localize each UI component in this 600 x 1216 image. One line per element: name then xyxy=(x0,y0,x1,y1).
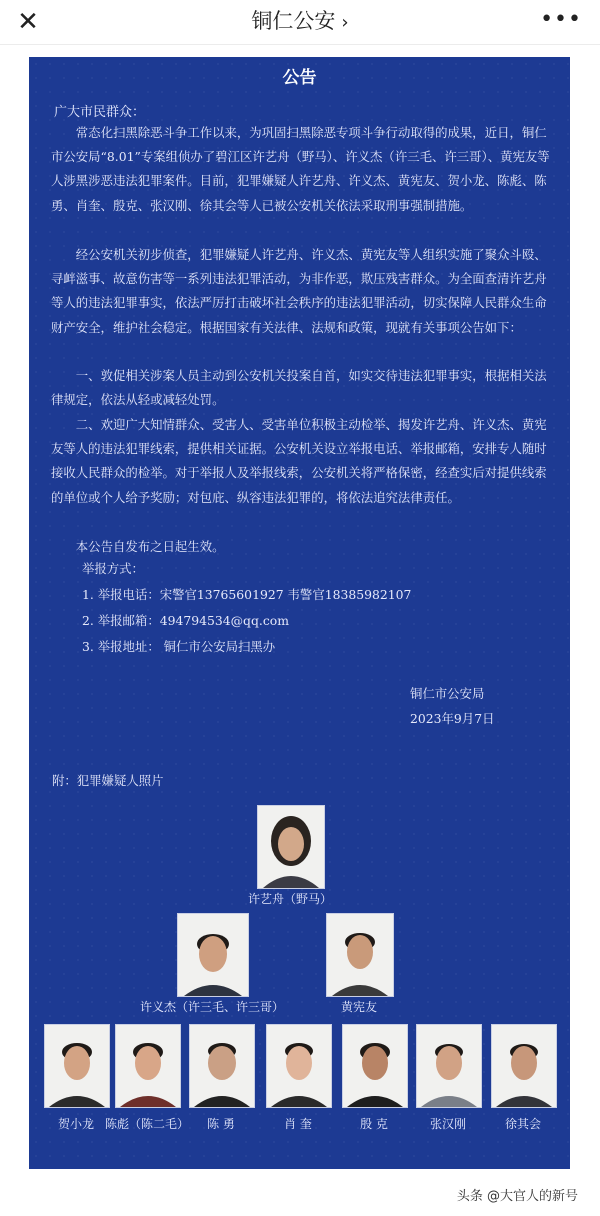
suspect-name: 徐其会 xyxy=(504,1117,541,1131)
person-portrait-icon xyxy=(178,914,248,996)
notice-salutation: 广大市民群众： xyxy=(54,105,146,120)
account-title: 铜仁公安 xyxy=(251,9,336,33)
suspect-name: 肖 奎 xyxy=(284,1117,312,1131)
person-portrait-icon xyxy=(492,1025,556,1107)
signature-org: 铜仁市公安局 xyxy=(410,686,485,701)
person-portrait-icon xyxy=(190,1025,254,1107)
person-portrait-icon xyxy=(417,1025,481,1107)
suspect-name: 许艺舟（野马） xyxy=(247,892,332,906)
suspect-name: 陈彪（陈二毛） xyxy=(104,1117,189,1131)
suspect-name: 张汉刚 xyxy=(429,1117,466,1131)
notice-poster xyxy=(29,57,570,1169)
suspect-photo xyxy=(416,1024,482,1108)
suspect-photo xyxy=(189,1024,255,1108)
suspect-photo xyxy=(342,1024,408,1108)
suspect-name: 殷 克 xyxy=(360,1117,388,1131)
suspect-photo xyxy=(491,1024,557,1108)
suspect-name: 黄宪友 xyxy=(340,1000,377,1014)
notice-paragraph: 本公告自发布之日起生效。 xyxy=(75,539,225,554)
contact-phone: 1. 举报电话：宋警官13765601927 韦警官18385982107 xyxy=(82,587,412,602)
top-nav-bar xyxy=(0,0,600,45)
more-options-icon[interactable]: ••• xyxy=(540,7,582,32)
notice-paragraph: 一、敦促相关涉案人员主动到公安机关投案自首，如实交待违法犯罪事实，根据相关法律规定，依法从轻或减轻处罚。 xyxy=(51,368,547,408)
person-portrait-icon xyxy=(267,1025,331,1107)
watermark: 头条 @大官人的新号 xyxy=(456,1189,578,1204)
person-portrait-icon xyxy=(258,806,324,888)
account-title-link[interactable] xyxy=(0,6,600,38)
person-portrait-icon xyxy=(45,1025,109,1107)
chevron-right-icon: › xyxy=(341,12,349,33)
contact-email: 2. 举报邮箱：494794534@qq.com xyxy=(82,613,290,628)
notice-paragraph: 二、欢迎广大知情群众、受害人、受害单位积极主动检举、揭发许艺舟、许义杰、黄宪友等人的违法犯罪线索，提供相关证据。公安机关设立举报电话、举报邮箱，安排专人随时接收人民群众的检举。对于举报人及举报线索，公安机关将严格保密，经查实后对提供线索的单位或个人给予奖励；对包庇、纵容违法犯罪的，将依法追究法律责任。 xyxy=(51,417,547,505)
suspect-name: 陈 勇 xyxy=(207,1117,235,1131)
attachment-label: 附：犯罪嫌疑人照片 xyxy=(52,773,164,788)
contact-address: 3. 举报地址： 铜仁市公安局扫黑办 xyxy=(82,639,276,654)
suspect-photo xyxy=(266,1024,332,1108)
notice-title: 公告 xyxy=(282,68,317,88)
person-portrait-icon xyxy=(343,1025,407,1107)
contact-heading: 举报方式： xyxy=(82,561,144,576)
notice-paragraph: 经公安机关初步侦查，犯罪嫌疑人许艺舟、许义杰、黄宪友等人组织实施了聚众斗殴、寻衅滋事、故意伤害等一系列违法犯罪活动，为非作恶，欺压残害群众。为全面查清许艺舟等人的违法犯罪事实，依法严厉打击破坏社会秩序的违法犯罪活动，切实保障人民群众生命财产安全，维护社会稳定。根据国家有关法律、法规和政策，现就有关事项公告如下： xyxy=(51,247,547,335)
suspect-photo xyxy=(177,913,249,997)
suspect-name: 许义杰（许三毛、许三哥） xyxy=(139,1000,284,1014)
suspect-photo xyxy=(115,1024,181,1108)
person-portrait-icon xyxy=(116,1025,180,1107)
suspect-photo xyxy=(257,805,325,889)
suspect-name: 贺小龙 xyxy=(57,1117,94,1131)
suspect-photo xyxy=(326,913,394,997)
person-portrait-icon xyxy=(327,914,393,996)
close-icon[interactable]: ✕ xyxy=(17,7,39,37)
suspect-photo xyxy=(44,1024,110,1108)
notice-paragraph: 常态化扫黑除恶斗争工作以来，为巩固扫黑除恶专项斗争行动取得的成果，近日，铜仁市公安局“8.01”专案组侦办了碧江区许艺舟（野马）、许义杰（许三毛、许三哥）、黄宪友等人涉黑涉恶违法犯罪案件。目前，犯罪嫌疑人许艺舟、许义杰、黄宪友、贺小龙、陈彪、陈勇、肖奎、殷克、张汉刚、徐其会等人已被公安机关依法采取刑事强制措施。 xyxy=(51,125,550,213)
signature-date: 2023年9月7日 xyxy=(410,711,495,726)
